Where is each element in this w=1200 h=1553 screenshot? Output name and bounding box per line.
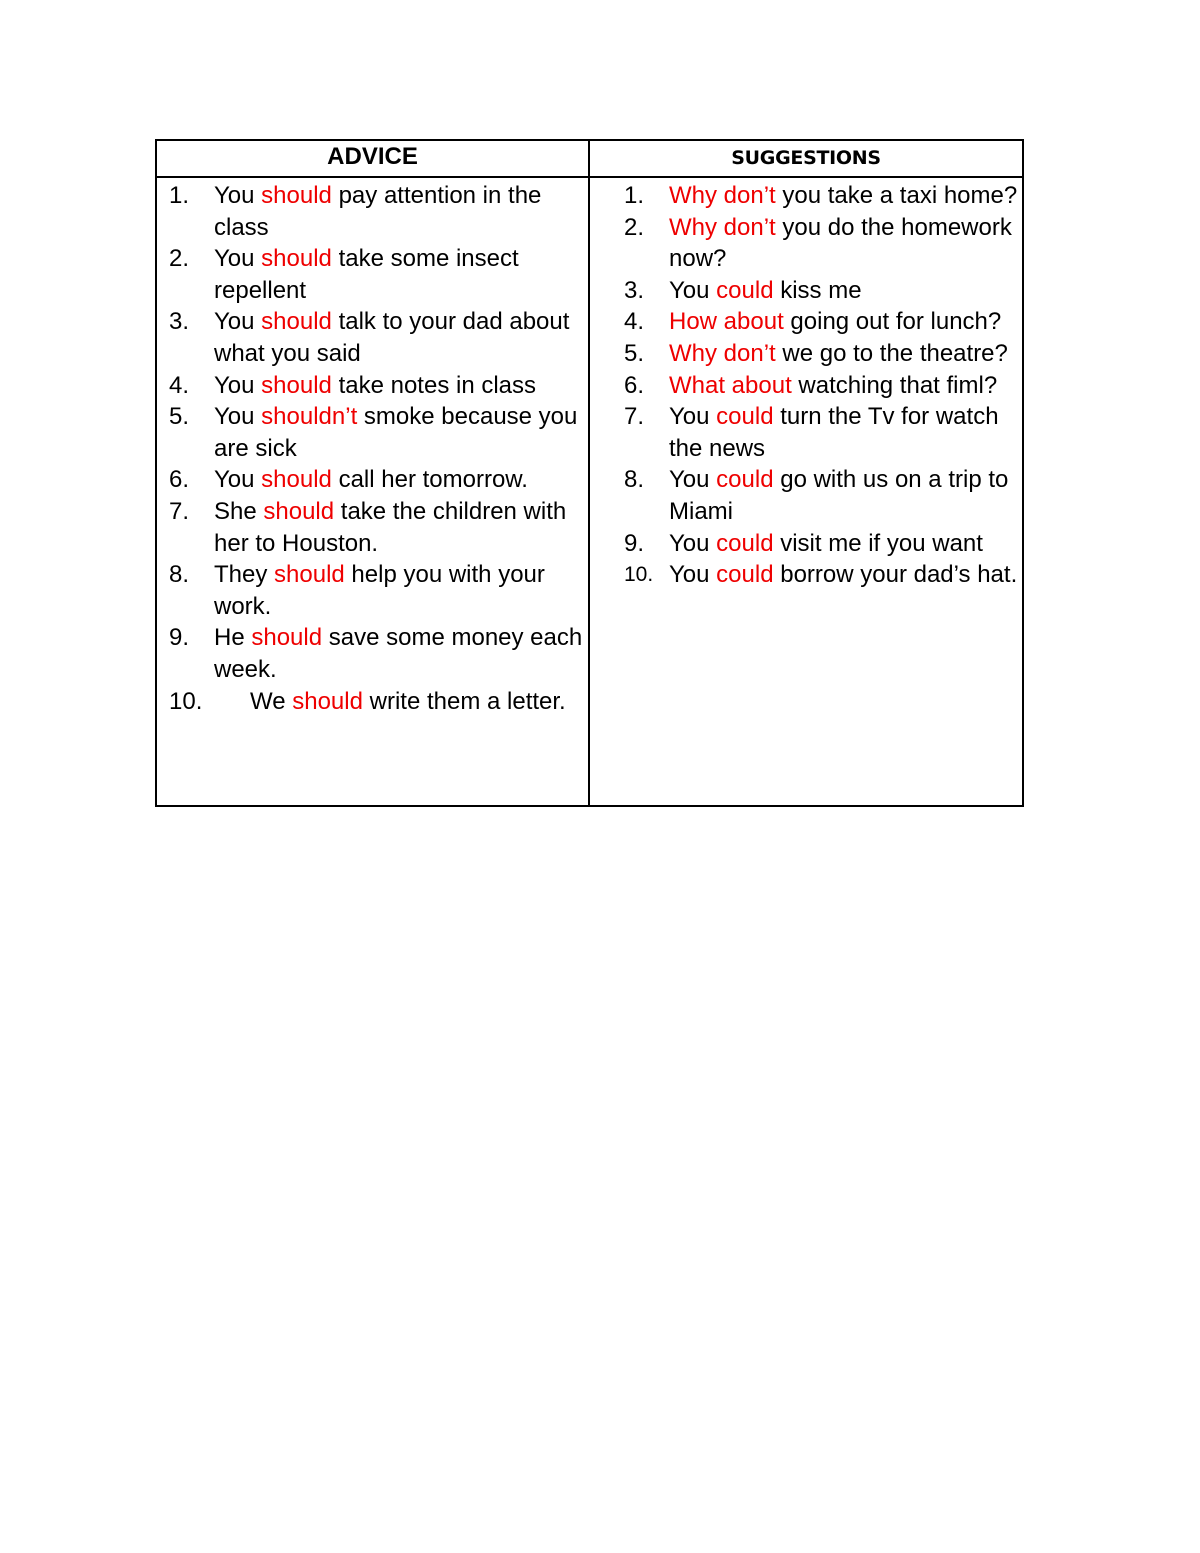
item-lead: You <box>214 466 262 494</box>
item-highlight: should <box>251 624 323 652</box>
list-item <box>169 401 584 464</box>
table-body-row <box>156 177 1023 806</box>
item-number: 1. <box>624 182 645 209</box>
item-number: 8. <box>169 561 190 589</box>
item-number: 9. <box>624 529 645 557</box>
item-highlight: should <box>274 561 345 589</box>
item-lead: You <box>669 561 717 589</box>
item-rest: kiss me <box>773 276 862 304</box>
item-highlight: Why don’t <box>669 182 776 209</box>
item-lead: You <box>214 245 262 273</box>
list-item <box>624 180 1018 212</box>
item-number: 9. <box>169 624 190 652</box>
item-highlight: could <box>716 466 774 494</box>
item-highlight: What about <box>669 371 792 399</box>
item-rest: help you with your work. <box>214 561 545 620</box>
item-rest: save some money each week. <box>214 624 583 683</box>
item-number: 6. <box>624 371 645 399</box>
item-rest: take the children with her to Houston. <box>214 497 567 557</box>
item-lead: You <box>669 466 717 494</box>
list-item <box>169 686 584 718</box>
item-highlight: should <box>261 182 332 209</box>
item-rest: going out for lunch? <box>783 308 1002 336</box>
list-item <box>624 559 1018 591</box>
item-highlight: Why don’t <box>669 213 776 241</box>
item-number: 4. <box>624 308 645 336</box>
item-number: 2. <box>624 213 645 241</box>
item-lead: You <box>669 403 717 431</box>
item-number: 3. <box>624 276 645 304</box>
suggestions-header: SUGGESTIONS <box>589 140 1023 177</box>
item-lead: You <box>214 182 262 209</box>
item-lead: You <box>214 403 262 431</box>
item-lead: We <box>250 687 293 715</box>
list-item <box>624 370 1018 402</box>
item-highlight: How about <box>669 308 784 336</box>
list-item <box>624 464 1018 527</box>
list-item <box>624 338 1018 370</box>
list-item <box>169 180 584 243</box>
list-item <box>169 306 584 369</box>
list-item <box>169 622 584 685</box>
advice-column <box>156 177 589 806</box>
item-rest: pay attention in the class <box>214 182 542 241</box>
list-item <box>169 243 584 306</box>
item-number: 10. <box>624 563 654 587</box>
item-lead: You <box>669 529 717 557</box>
item-highlight: should <box>261 371 332 399</box>
list-item <box>169 370 584 402</box>
item-number: 10. <box>169 687 203 715</box>
item-rest: smoke because you are sick <box>214 403 578 462</box>
item-number: 7. <box>624 403 645 431</box>
item-lead: She <box>214 497 264 525</box>
item-number: 4. <box>169 371 190 399</box>
list-item <box>169 559 584 622</box>
item-highlight: could <box>716 561 774 589</box>
item-rest: talk to your dad about what you said <box>214 308 570 367</box>
item-rest: take some insect repellent <box>214 245 519 304</box>
item-lead: You <box>214 308 262 336</box>
item-rest: take notes in class <box>331 371 537 399</box>
item-rest: you do the homework now? <box>669 213 1012 273</box>
item-highlight: should <box>261 245 332 273</box>
item-number: 1. <box>169 182 190 209</box>
list-item <box>169 496 584 559</box>
item-number: 6. <box>169 466 190 494</box>
suggestions-list <box>590 178 1022 591</box>
item-rest: call her tomorrow. <box>331 466 528 494</box>
item-highlight: should <box>292 687 363 715</box>
item-rest: visit me if you want <box>773 529 983 557</box>
item-number: 3. <box>169 308 190 336</box>
item-rest: turn the Tv for watch the news <box>669 403 999 462</box>
list-item <box>624 528 1018 560</box>
suggestions-column <box>589 177 1023 806</box>
list-item <box>624 212 1018 275</box>
item-highlight: should <box>261 308 332 336</box>
item-number: 8. <box>624 466 645 494</box>
item-rest: write them a letter. <box>362 687 566 715</box>
item-highlight: could <box>716 403 774 431</box>
item-number: 5. <box>624 339 645 367</box>
list-item <box>624 401 1018 464</box>
item-rest: you take a taxi home? <box>775 182 1018 209</box>
item-rest: borrow your dad’s hat. <box>773 561 1018 589</box>
table-header-row <box>156 140 1023 177</box>
advice-header: ADVICE <box>156 140 589 177</box>
item-rest: watching that fiml? <box>791 371 998 399</box>
item-lead: He <box>214 624 252 652</box>
item-highlight: should <box>261 466 332 494</box>
item-lead: They <box>214 561 275 589</box>
list-item <box>169 464 584 496</box>
list-item <box>624 275 1018 307</box>
advice-list <box>157 178 588 717</box>
list-item <box>624 306 1018 338</box>
item-highlight: could <box>716 529 774 557</box>
item-lead: You <box>214 371 262 399</box>
item-number: 5. <box>169 403 190 431</box>
item-highlight: could <box>716 276 774 304</box>
item-highlight: Why don’t <box>669 339 776 367</box>
item-rest: we go to the theatre? <box>775 339 1008 367</box>
item-rest: go with us on a trip to Miami <box>669 466 1009 525</box>
item-highlight: should <box>263 497 335 525</box>
advice-suggestions-table <box>155 139 1024 807</box>
item-number: 2. <box>169 245 190 273</box>
item-lead: You <box>669 276 717 304</box>
item-highlight: shouldn’t <box>261 403 358 431</box>
item-number: 7. <box>169 497 190 525</box>
